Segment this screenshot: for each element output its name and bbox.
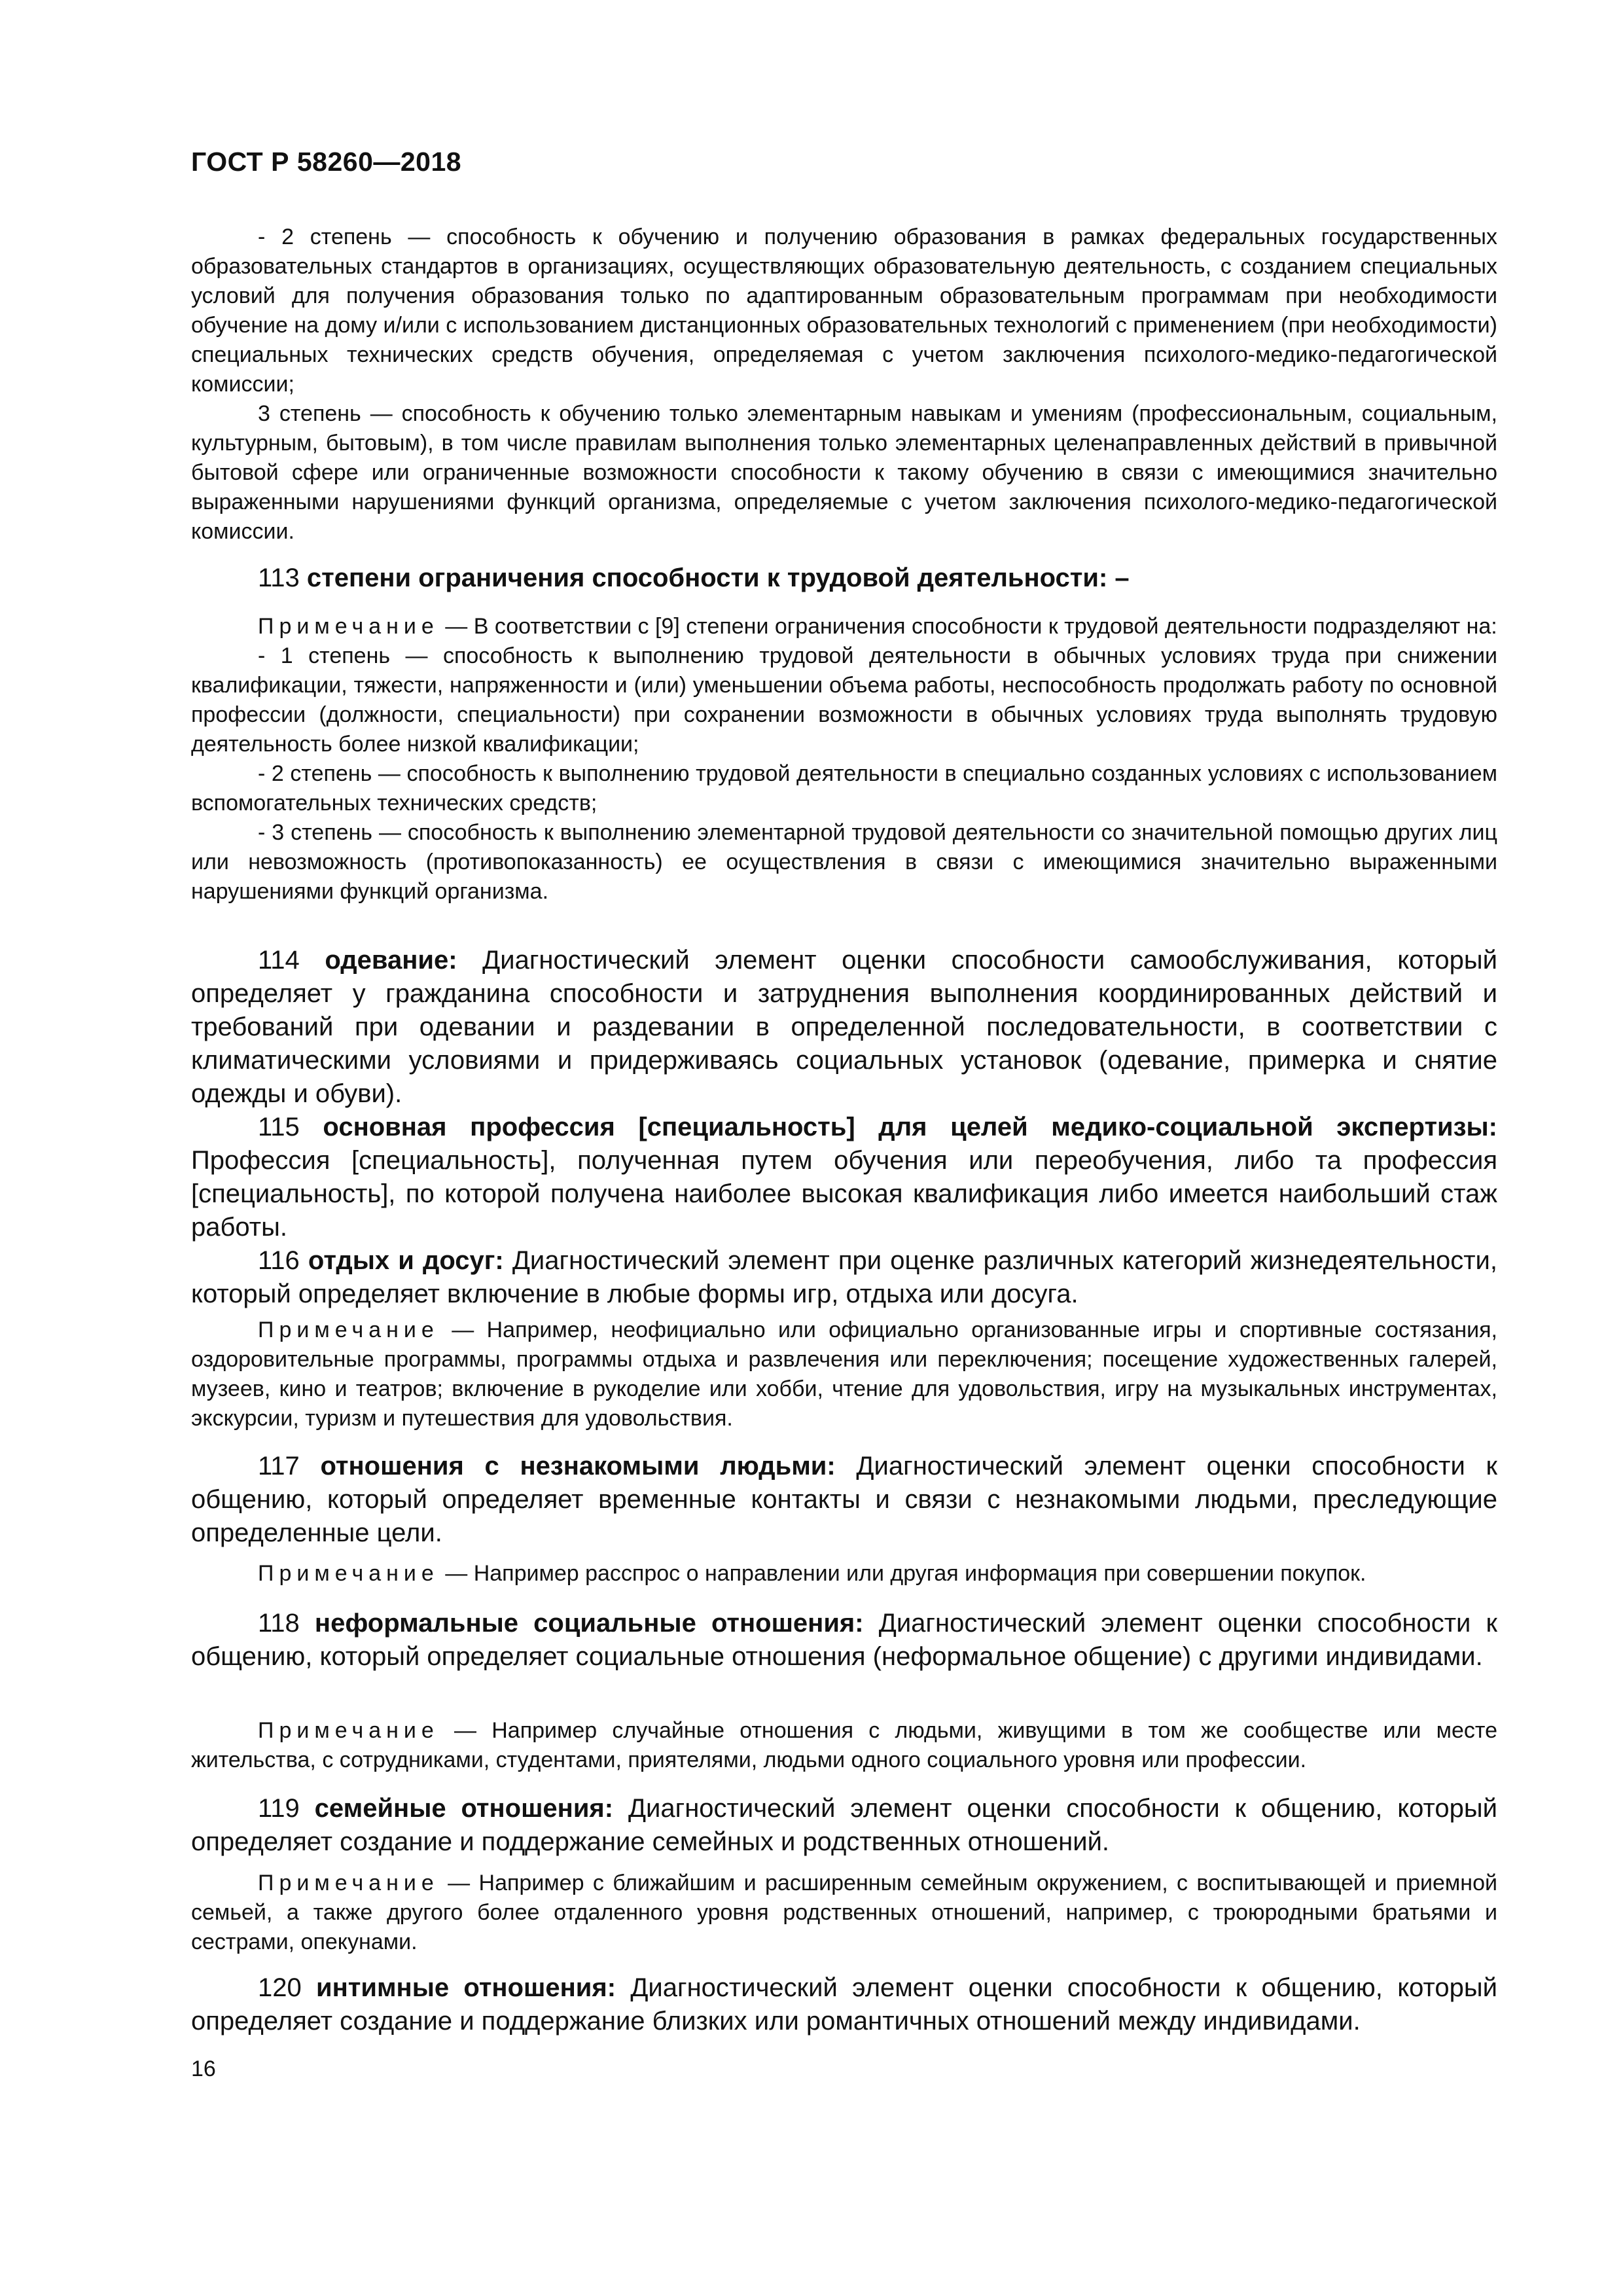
term-118-text: Диагностический элемент оценки способности к общению, который определяет социальные отношения (неформальное общение) с другими индивидами.: [191, 1609, 1498, 1671]
term-115: [191, 1111, 1497, 1244]
note-118: [191, 1716, 1497, 1775]
note-113: [191, 612, 1497, 906]
term-117-title: отношения с незнакомыми людьми:: [320, 1452, 836, 1480]
note-118-label: Примечание: [258, 1718, 439, 1743]
term-120-number: 120: [258, 1973, 317, 2002]
degree-3-paragraph: 3 степень — способность к обучению только элементарным навыкам и умениям (профессиональным, социальным, культурным, бытовым), в том числе правилам выполнения только элементарных целенаправленных действий в привычной бытовой сфере или ограниченные возможности способности к такому обучению в связи с имеющимися значительно выраженными нарушениями функций организма, определяемые с учетом заключения психолого-медико-педагогической комиссии.: [191, 401, 1497, 544]
note-119-text: — Например с ближайшим и расширенным семейным окружением, с воспитывающей и приемной семьей, а также другого более отдаленного уровня родственных отношений, например, с троюродными братьями и сестрами, опекунами.: [191, 1871, 1497, 1954]
term-116: [191, 1244, 1497, 1311]
term-120-title: интимные отношения:: [316, 1973, 616, 2002]
term-119: [191, 1792, 1497, 1859]
note-117-label: Примечание: [258, 1561, 439, 1586]
note-113-item-2: - 2 степень — способность к выполнению трудовой деятельности в специально созданных условиях с использованием вспомогательных технических средств;: [191, 761, 1497, 816]
note-119: [191, 1869, 1497, 1957]
note-117: [191, 1559, 1497, 1588]
term-114-number: 114: [258, 946, 325, 975]
terms-114-116: [191, 944, 1497, 1311]
term-119-title: семейные отношения:: [314, 1794, 614, 1823]
term-119-number: 119: [258, 1794, 315, 1823]
note-118-text: — Например случайные отношения с людьми, живущими в том же сообществе или месте жительства, с сотрудниками, студентами, приятелями, людьми одного социального уровня или профессии.: [191, 1718, 1497, 1772]
note-116: [191, 1316, 1497, 1433]
note-116-label: Примечание: [258, 1318, 439, 1342]
term-117: [191, 1450, 1497, 1550]
document-header: ГОСТ Р 58260—2018: [191, 147, 462, 177]
term-117-number: 117: [258, 1452, 321, 1480]
term-118-title: неформальные социальные отношения:: [314, 1609, 864, 1638]
page-number: 16: [191, 2056, 216, 2081]
term-113: [191, 562, 1497, 595]
term-114-text: Диагностический элемент оценки способности самообслуживания, который определяет у гражданина способности и затруднения выполнения координированных действий и требований при одевании и раздевании в определенной последовательности, в соответствии с климатическими условиями и придерживаясь социальных установок (одевание, примерка и снятие одежды и обуви).: [191, 946, 1497, 1108]
note-119-label: Примечание: [258, 1871, 439, 1895]
note-113-item-3: - 3 степень — способность к выполнению элементарной трудовой деятельности со значительной помощью других лиц или невозможность (противопоказанность) ее осуществления в связи с имеющимися значительно выраженными нарушениями функций организма.: [191, 820, 1497, 904]
term-117-text: Диагностический элемент оценки способности к общению, который определяет временные контакты и связи с незнакомыми людьми, преследующие определенные цели.: [191, 1452, 1497, 1547]
term-114: [191, 944, 1497, 1111]
term-116-title: отдых и досуг:: [308, 1246, 504, 1275]
note-113-label: Примечание: [258, 614, 439, 639]
note-113-text: — В соответствии с [9] степени ограничения способности к трудовой деятельности подразделяют на:: [438, 614, 1497, 639]
term-113-number: 113: [258, 564, 307, 592]
degree-list-block: [191, 223, 1497, 547]
term-115-title: основная профессия [специальность] для целей медико-социальной экспертизы:: [323, 1113, 1497, 1141]
term-118-number: 118: [258, 1609, 315, 1638]
term-116-text: Диагностический элемент при оценке различных категорий жизнедеятельности, который определяет включение в любые формы игр, отдыха или досуга.: [191, 1246, 1497, 1308]
term-114-title: одевание:: [325, 946, 457, 975]
term-118: [191, 1607, 1497, 1674]
term-113-title: степени ограничения способности к трудовой деятельности: –: [306, 564, 1130, 592]
degree-2-paragraph: - 2 степень — способность к обучению и получению образования в рамках федеральных государственных образовательных стандартов в организациях, осуществляющих образовательную деятельность, с созданием специальных условий для получения образования только по адаптированным образовательным программам при необходимости обучение на дому и/или с использованием дистанционных образовательных технологий с применением (при необходимости) специальных технических средств обучения, определяемая с учетом заключения психолого-медико-педагогической комиссии;: [191, 224, 1497, 397]
term-115-text: Профессия [специальность], полученная путем обучения или переобучения, либо та профессия [специальность], по которой получена наиболее высокая квалификация либо имеется наибольший стаж работы.: [191, 1146, 1497, 1242]
term-120-text: Диагностический элемент оценки способности к общению, который определяет создание и поддержание близких или романтичных отношений между индивидами.: [191, 1973, 1497, 2036]
term-116-number: 116: [258, 1246, 308, 1275]
term-115-number: 115: [258, 1113, 323, 1141]
note-116-text: — Например, неофициально или официально организованные игры и спортивные состязания, оздоровительные программы, программы отдыха и развлечения или переключения; посещение художественных галерей, музеев, кино и театров; включение в рукоделие или хобби, чтение для удовольствия, игру на музыкальных инструментах, экскурсии, туризм и путешествия для удовольствия.: [191, 1318, 1497, 1431]
note-113-item-1: - 1 степень — способность к выполнению трудовой деятельности в обычных условиях труда при снижении квалификации, тяжести, напряженности и (или) уменьшении объема работы, неспособность продолжать работу по основной профессии (должности, специальности) при сохранении возможности в обычных условиях труда выполнять трудовую деятельность более низкой квалификации;: [191, 643, 1497, 757]
term-120: [191, 1971, 1497, 2038]
term-119-text: Диагностический элемент оценки способности к общению, который определяет создание и поддержание семейных и родственных отношений.: [191, 1794, 1497, 1856]
note-117-text: — Например расспрос о направлении или другая информация при совершении покупок.: [438, 1561, 1366, 1586]
